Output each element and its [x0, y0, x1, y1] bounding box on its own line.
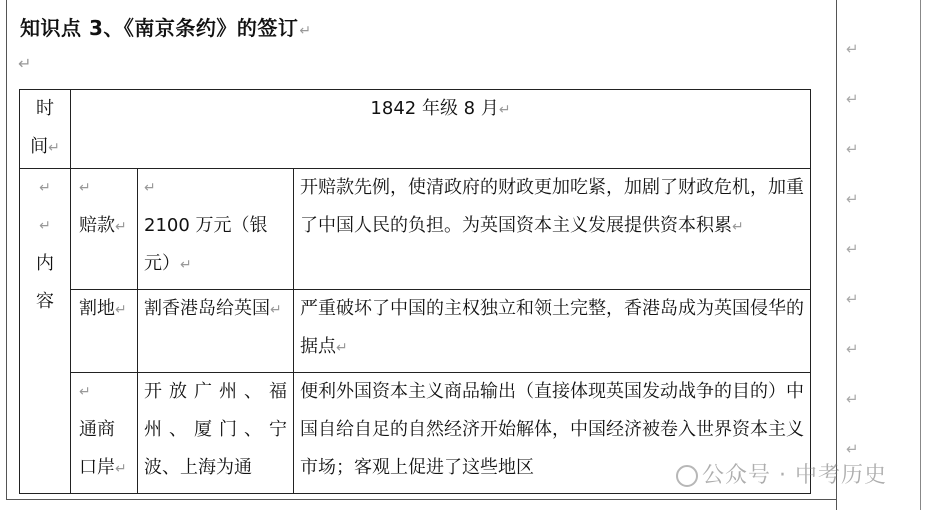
item-cell — [71, 169, 138, 290]
page-left-border — [6, 0, 7, 500]
paragraph-mark-icon: ↵ — [115, 219, 127, 235]
paragraph-mark-icon: ↵ — [846, 90, 859, 108]
paragraph-mark-icon: ↵ — [846, 190, 859, 208]
paragraph-mark-icon: ↵ — [846, 240, 859, 258]
margin-divider — [836, 0, 837, 510]
detail-cell — [138, 169, 294, 290]
paragraph-mark-icon: ↵ — [336, 340, 348, 356]
time-label-line1: 时 — [36, 98, 54, 119]
paragraph-mark-icon: ↵ — [299, 23, 312, 39]
time-value: 1842 年级 8 月 — [370, 98, 499, 119]
wechat-logo-icon — [676, 465, 698, 487]
watermark-text: 公众号 · 中考历史 — [702, 463, 887, 488]
table-row — [20, 90, 811, 169]
paragraph-mark-icon: ↵ — [48, 140, 60, 156]
paragraph-mark-icon: ↵ — [79, 384, 91, 400]
paragraph-mark-icon: ↵ — [39, 180, 51, 196]
time-value-cell — [71, 90, 811, 169]
paragraph-mark-icon: ↵ — [115, 302, 127, 318]
paragraph-mark-icon: ↵ — [846, 140, 859, 158]
page-right-border — [920, 0, 921, 510]
watermark — [676, 458, 887, 489]
item-label: 赔款 — [79, 215, 115, 236]
paragraph-mark-icon: ↵ — [79, 180, 91, 196]
paragraph-mark-icon: ↵ — [115, 461, 127, 477]
paragraph-mark-icon: ↵ — [846, 340, 859, 358]
detail-cell — [138, 290, 294, 373]
item-label: 割地 — [79, 298, 115, 319]
paragraph-mark-icon: ↵ — [846, 440, 859, 458]
item-cell — [71, 290, 138, 373]
page-bottom-border — [6, 499, 836, 500]
paragraph-mark-icon: ↵ — [846, 290, 859, 308]
impact-text: 开赔款先例，使清政府的财政更加吃紧，加剧了财政危机，加重了中国人民的负担。为英国资本主义发展提供资本积累 — [300, 177, 805, 236]
time-label-line2: 间 — [30, 136, 49, 157]
table-row — [20, 290, 811, 373]
heading-text: 知识点 3、《南京条约》的签订 — [20, 16, 299, 40]
item-label: 通商口岸 — [79, 419, 115, 478]
time-label-cell — [20, 90, 71, 169]
paragraph-mark-icon: ↵ — [498, 102, 511, 118]
section-heading — [20, 12, 312, 41]
impact-cell — [294, 290, 811, 373]
detail-text: 割香港岛给英国 — [144, 298, 270, 319]
paragraph-mark-icon: ↵ — [18, 54, 32, 73]
paragraph-mark-icon: ↵ — [846, 40, 859, 58]
impact-text: 严重破坏了中国的主权独立和领土完整，香港岛成为英国侵华的据点 — [300, 298, 805, 357]
paragraph-mark-icon: ↵ — [144, 180, 156, 196]
paragraph-mark-icon: ↵ — [39, 218, 51, 234]
detail-text: 开放广州、福州、厦门、宁波、上海为通 — [144, 381, 287, 478]
table-row — [20, 169, 811, 290]
content-label-line2: 容 — [36, 291, 54, 312]
paragraph-mark-icon: ↵ — [270, 302, 282, 318]
paragraph-mark-icon: ↵ — [732, 219, 744, 235]
paragraph-mark-icon: ↵ — [180, 257, 192, 273]
content-label-cell — [20, 169, 71, 494]
content-label-line1: 内 — [36, 253, 54, 274]
detail-text: 2100 万元（银元） — [144, 215, 268, 274]
paragraph-mark-icon: ↵ — [846, 390, 859, 408]
impact-cell — [294, 169, 811, 290]
impact-text: 便利外国资本主义商品输出（直接体现英国发动战争的目的）中国自给自足的自然经济开始解体，中国经济被卷入世界资本主义市场；客观上促进了这些地区 — [300, 381, 805, 478]
treaty-table — [19, 89, 811, 494]
item-cell — [71, 373, 138, 494]
detail-cell — [138, 373, 294, 494]
